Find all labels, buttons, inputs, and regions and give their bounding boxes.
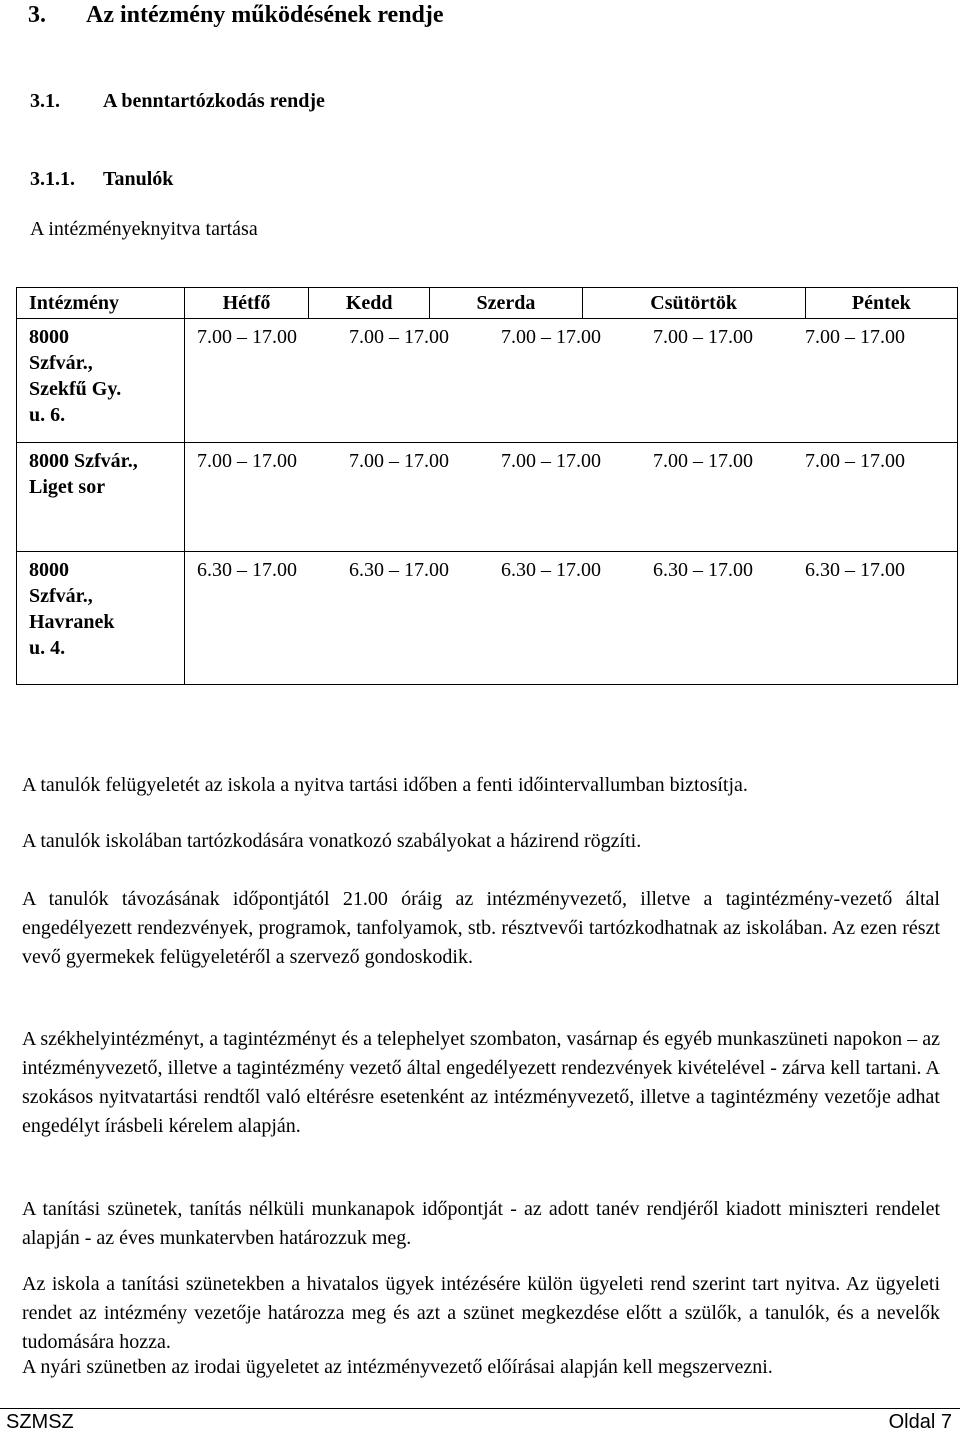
chapter-title: Az intézmény működésének rendje bbox=[86, 2, 444, 28]
footer-document-name: SZMSZ bbox=[6, 1411, 74, 1433]
institution-line: Szfvár., bbox=[29, 352, 93, 374]
institution-line: Szfvár., bbox=[29, 585, 93, 607]
institution-line: u. 4. bbox=[29, 637, 66, 659]
institution-line: 8000 bbox=[29, 326, 69, 348]
paragraph-summer-duty: A nyári szünetben az irodai ügyeletet az intézményvezető előírásai alapján kell megszervezni. bbox=[22, 1356, 773, 1378]
hours-wednesday: 7.00 – 17.00 bbox=[501, 450, 601, 472]
hours-monday: 6.30 – 17.00 bbox=[197, 559, 297, 581]
hours-cell bbox=[185, 443, 958, 552]
subsection-title: Tanulók bbox=[103, 168, 174, 190]
paragraph-weekend-closure: A székhelyintézményt, a tagintézményt és a telephelyet szombaton, vasárnap és egyéb munkaszüneti napokon – az intézményvezető, illetve a tagintézmény vezető által engedélyezett rendezvények kivételével - zárva kell tartani. A szokásos nyitvatartási rendtől való eltérésre esetenként az intézményvezető, illetve a tagintézmény vezetője adhat engedélyt írásbeli kérelem alapján. bbox=[22, 1028, 940, 1137]
paragraph-duty-schedule: Az iskola a tanítási szünetekben a hivatalos ügyek intézésére külön ügyeleti rend szerint tart nyitva. Az ügyeleti rendet az intézmény vezetője határozza meg és azt a szünet megkezdése előtt a szülők, a tanulók, és a nevelők tudomására hozza. bbox=[22, 1273, 940, 1353]
hours-tuesday: 6.30 – 17.00 bbox=[349, 559, 449, 581]
hours-cell bbox=[185, 552, 958, 685]
hours-cell bbox=[185, 319, 958, 443]
institution-line: Liget sor bbox=[29, 476, 106, 498]
institution-line: Havranek bbox=[29, 611, 115, 633]
column-header-monday: Hétfő bbox=[185, 288, 309, 319]
institution-cell bbox=[17, 319, 185, 443]
institution-line: 8000 Szfvár., bbox=[29, 450, 138, 472]
hours-monday: 7.00 – 17.00 bbox=[197, 450, 297, 472]
table-row bbox=[17, 552, 958, 685]
column-header-institution: Intézmény bbox=[17, 288, 185, 319]
subsection-heading bbox=[30, 168, 173, 191]
hours-friday: 6.30 – 17.00 bbox=[805, 559, 905, 581]
section-title: A benntartózkodás rendje bbox=[103, 90, 325, 112]
column-header-wednesday: Szerda bbox=[430, 288, 582, 319]
hours-thursday: 7.00 – 17.00 bbox=[653, 450, 753, 472]
hours-friday: 7.00 – 17.00 bbox=[805, 450, 905, 472]
hours-thursday: 6.30 – 17.00 bbox=[653, 559, 753, 581]
table-row bbox=[17, 443, 958, 552]
hours-friday: 7.00 – 17.00 bbox=[805, 326, 905, 348]
paragraph-supervision: A tanulók felügyeletét az iskola a nyitva tartási időben a fenti időintervallumban biztosítja. bbox=[22, 774, 748, 796]
hours-wednesday: 6.30 – 17.00 bbox=[501, 559, 601, 581]
table-row bbox=[17, 319, 958, 443]
table-header-row bbox=[17, 288, 958, 319]
footer-page-number: Oldal 7 bbox=[888, 1411, 952, 1433]
hours-thursday: 7.00 – 17.00 bbox=[653, 326, 753, 348]
opening-hours-table bbox=[16, 287, 958, 685]
institution-line: 8000 bbox=[29, 559, 69, 581]
hours-tuesday: 7.00 – 17.00 bbox=[349, 326, 449, 348]
column-header-friday: Péntek bbox=[805, 288, 957, 319]
footer-divider bbox=[0, 1408, 960, 1409]
institution-line: u. 6. bbox=[29, 404, 66, 426]
subsection-number: 3.1.1. bbox=[30, 168, 75, 190]
chapter-number: 3. bbox=[28, 2, 46, 28]
section-heading bbox=[30, 90, 325, 113]
paragraph-house-rules: A tanulók iskolában tartózkodására vonatkozó szabályokat a házirend rögzíti. bbox=[22, 830, 642, 852]
institution-line: Szekfű Gy. bbox=[29, 378, 122, 400]
paragraph-evening-events: A tanulók távozásának időpontjától 21.00 óráig az intézményvezető, illetve a tagintézmény-vezető által engedélyezett rendezvények, programok, tanfolyamok, stb. résztvevői tartózkodhatnak az iskolában. Az ezen részt vevő gyermekek felügyeletéről a szervező gondoskodik. bbox=[22, 888, 940, 968]
column-header-tuesday: Kedd bbox=[309, 288, 430, 319]
column-header-thursday: Csütörtök bbox=[582, 288, 805, 319]
institution-cell bbox=[17, 443, 185, 552]
chapter-heading bbox=[28, 2, 444, 29]
hours-tuesday: 7.00 – 17.00 bbox=[349, 450, 449, 472]
table-caption: A intézményeknyitva tartása bbox=[30, 218, 258, 240]
hours-monday: 7.00 – 17.00 bbox=[197, 326, 297, 348]
institution-cell bbox=[17, 552, 185, 685]
section-number: 3.1. bbox=[30, 90, 60, 112]
hours-wednesday: 7.00 – 17.00 bbox=[501, 326, 601, 348]
paragraph-school-breaks: A tanítási szünetek, tanítás nélküli munkanapok időpontját - az adott tanév rendjéről kiadott miniszteri rendelet alapján - az éves munkatervben határozzuk meg. bbox=[22, 1198, 940, 1249]
